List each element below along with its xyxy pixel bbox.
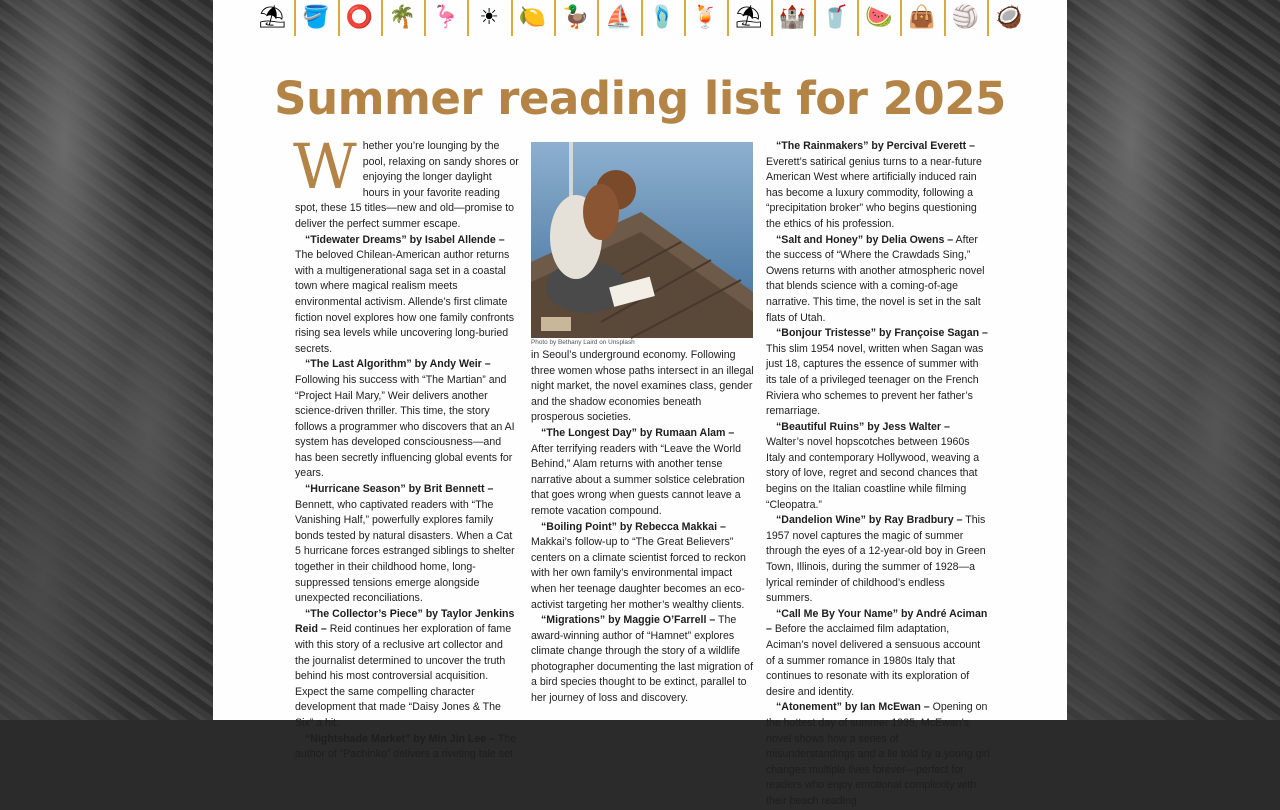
book-entry [766, 513, 990, 607]
book-entry [295, 233, 519, 358]
photo-credit: Photo by Bethany Laird on Unsplash [531, 339, 635, 346]
book-description: Reid continues her exploration of fame with this story of a reclusive art collector and the journalist determined to uncover the truth behind his most controversial acquisition. Expect the same compelling character development that made “Daisy Jones & The Six” a hit. [295, 623, 512, 729]
book-title: “The Collector’s Piece” by Taylor Jenkins Reid – [295, 607, 515, 636]
lemon-slice-icon: 🍋 [511, 0, 554, 36]
book-description: After the success of “Where the Crawdads Sing,” Owens returns with another atmospheric novel that blends science with a coming-of-age narrative. This time, the novel is set in the salt flats of Utah. [766, 233, 985, 324]
book-entry-continued [531, 348, 755, 426]
page-title: Summer reading list for 2025 [274, 72, 1006, 125]
book-description: The award-winning author of “Hamnet” explores climate change through the story of a wildlife photographer documenting the last migration of a bird species thought to be extinct, parallel to her journey of loss and discovery. [531, 614, 754, 705]
flamingo-float-icon: 🦩 [424, 0, 467, 36]
reading-on-dock-photo [531, 142, 753, 338]
coconut-drink-icon: 🥥 [987, 0, 1030, 36]
beach-bag-icon: 👜 [900, 0, 943, 36]
background-rock-texture-right [1067, 0, 1280, 720]
book-entry [766, 326, 990, 420]
sun-icon: ☀ [467, 0, 510, 36]
book-description: Walter’s novel hopscotches between 1960s Italy and contemporary Hollywood, weaving a story of love, regret and second chances that begins on the Italian coastline while filming “Cleopatra.” [766, 436, 980, 511]
book-title: “Beautiful Ruins” by Jess Walter – [776, 420, 950, 433]
book-entry [295, 357, 519, 482]
book-title: “The Longest Day” by Rumaan Alam – [541, 426, 735, 439]
book-title: “Boiling Point” by Rebecca Makkai – [541, 520, 726, 533]
sand-bucket-icon: 🪣 [294, 0, 337, 36]
rubber-duck-icon: 🦆 [554, 0, 597, 36]
swim-fins-icon: 🩴 [641, 0, 684, 36]
book-entry [531, 426, 755, 520]
beach-ball-icon: 🏐 [944, 0, 987, 36]
book-description: The beloved Chilean-American author returns with a multigenerational saga set in a coastal town where magical realism meets environmental activism. Allende’s first climate fiction novel explores how one family confronts rising sea levels while uncovering long-buried secrets. [295, 249, 515, 355]
book-title: “Call Me By Your Name” by André Aciman – [766, 607, 988, 636]
article-column-1 [293, 130, 519, 763]
book-title: “Nightshade Market” by Min Jin Lee – [305, 732, 496, 745]
book-entry [766, 420, 990, 514]
book-entry [531, 520, 755, 614]
book-entry [531, 613, 755, 707]
book-entry [766, 233, 990, 327]
book-title: “Hurricane Season” by Brit Bennett – [305, 483, 494, 496]
summer-icon-strip [251, 0, 1031, 36]
intro-text: hether you’re lounging by the pool, relaxing on sandy shores or enjoying the longer daylight hours in your favorite reading spot, these 15 titles—new and old—promise to deliver the perfect summer escape. [295, 140, 519, 230]
book-entry [295, 732, 519, 763]
beach-umbrella-icon: ⛱ [727, 0, 770, 36]
book-entry [766, 607, 990, 701]
book-entry [295, 482, 519, 607]
background-rock-texture-left [0, 0, 213, 720]
magazine-page [213, 0, 1067, 807]
article-column-2 [531, 139, 755, 707]
drink-cup-icon: 🥤 [814, 0, 857, 36]
book-description: The author of “Pachinko” delivers a riveting tale set [295, 732, 517, 761]
beach-chair-umbrella-icon: ⛱ [258, 5, 287, 30]
book-title: “Migrations” by Maggie O’Farrell – [541, 614, 716, 627]
book-description: After terrifying readers with “Leave the World Behind,” Alam returns with another tense narrative about a summer solstice celebration that goes wrong when guests cannot leave a remote vacation compound. [531, 442, 745, 517]
drop-cap: W [293, 130, 357, 203]
book-description: Before the acclaimed film adaptation, Aciman’s novel delivered a sensuous account of a summer romance in 1980s Italy that continues to resonate with its exploration of desire and identity. [766, 623, 981, 698]
book-description: This slim 1954 novel, written when Sagan was just 18, captures the essence of summer with its tale of a privileged teenager on the French Riviera who schemes to prevent her father’s remarriage. [766, 342, 984, 418]
sailboat-icon: ⛵ [597, 0, 640, 36]
book-description: Makkai’s follow-up to “The Great Believers” centers on a climate scientist forced to reckon with her own family’s environmental impact when her teenage daughter becomes an eco-activist targeting her mother’s wealthy clients. [531, 536, 746, 611]
intro-paragraph [293, 130, 519, 233]
book-title: “Dandelion Wine” by Ray Bradbury – [776, 514, 963, 527]
book-description: Opening on the hottest day of summer 1935, McEwan’s novel shows how a series of misunderstandings and a lie told by a young girl changes multiple lives forever—perfect for readers who enjoy emotional complexity with their beach reading. [766, 701, 990, 807]
photo-illustration [531, 142, 753, 338]
cocktail-icon: 🍹 [684, 0, 727, 36]
book-entry [766, 700, 990, 809]
article-column-3 [766, 139, 990, 810]
palm-island-icon: 🌴 [381, 0, 424, 36]
book-description: Everett’s satirical genius turns to a near-future American West where artificially induced rain has become a luxury commodity, following a “precipitation broker” who begins questioning the ethics of his profession. [766, 155, 982, 230]
life-ring-icon: ⭕ [338, 0, 381, 36]
book-entry [766, 139, 990, 233]
book-title: “Atonement” by Ian McEwan – [776, 701, 930, 714]
book-description: in Seoul’s underground economy. Following three women whose paths intersect in an illegal night market, the novel examines class, gender and the shadow economies beneath prosperous societies. [531, 349, 754, 424]
watermelon-icon: 🍉 [857, 0, 900, 36]
book-description: Bennett, who captivated readers with “The Vanishing Half,” powerfully explores family bonds tested by natural disasters. When a Cat 5 hurricane forces estranged siblings to shelter together in their childhood home, long-suppressed tensions emerge alongside unexpected reconciliations. [295, 498, 515, 605]
sandcastle-icon: 🏰 [771, 0, 814, 36]
book-title: “Bonjour Tristesse” by Françoise Sagan – [776, 327, 988, 340]
book-title: “Tidewater Dreams” by Isabel Allende – [305, 233, 505, 246]
book-description: This 1957 novel captures the magic of summer through the eyes of a 12-year-old boy in Green Town, Illinois, during the summer of 1928—a lyrical reminder of childhood’s endless summers. [766, 514, 986, 605]
book-title: “The Rainmakers” by Percival Everett – [776, 140, 976, 152]
book-entry [295, 607, 519, 732]
book-title: “Salt and Honey” by Delia Owens – [776, 233, 954, 246]
book-title: “The Last Algorithm” by Andy Weir – [305, 358, 491, 371]
book-description: Following his success with “The Martian” and “Project Hail Mary,” Weir delivers another science-driven thriller. This time, the story follows a programmer who discovers that an AI system has developed consciousness—and has been secretly influencing global events for years. [295, 373, 515, 480]
